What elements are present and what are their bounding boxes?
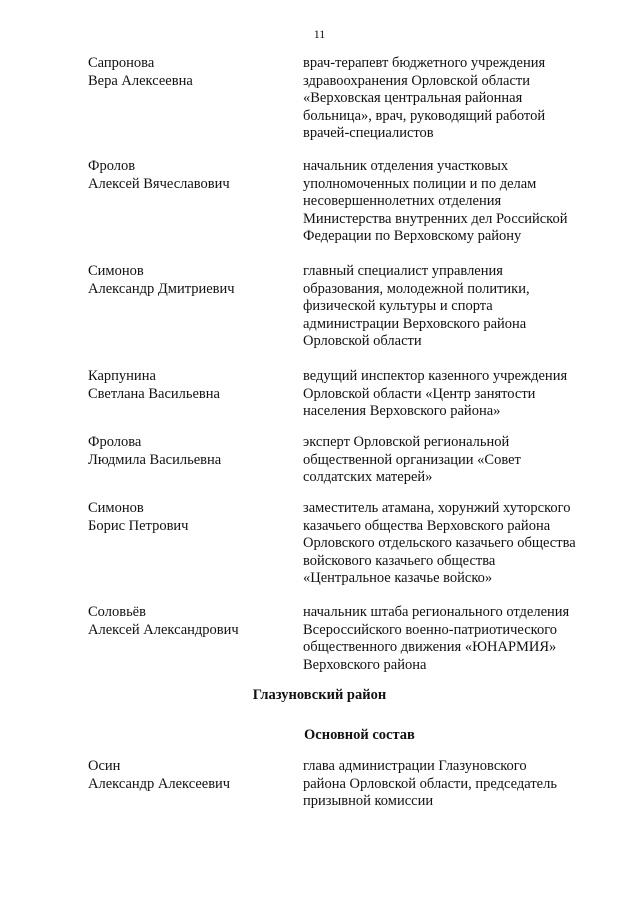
member-name xyxy=(88,758,288,793)
position-line: физической культуры и спорта xyxy=(303,298,493,314)
position-line: эксперт Орловской региональной xyxy=(303,434,510,450)
member-surname: Симонов xyxy=(88,263,144,279)
position-line: района Орловской области, председатель xyxy=(303,775,557,792)
member-given-names: Александр Алексеевич xyxy=(88,775,231,792)
member-name xyxy=(88,434,288,469)
position-line: «Центральное казачье войско» xyxy=(303,570,493,586)
position-line: образования, молодежной политики, xyxy=(303,280,530,297)
position-line: Министерства внутренних дел Российской xyxy=(303,210,568,227)
position-line: главный специалист управления xyxy=(303,263,503,279)
member-position xyxy=(303,158,603,246)
member-given-names: Вера Алексеевна xyxy=(88,72,193,89)
member-surname: Сапронова xyxy=(88,55,155,71)
member-position xyxy=(303,368,603,421)
member-given-names: Алексей Александрович xyxy=(88,621,239,638)
position-line: начальник штаба регионального отделения xyxy=(303,604,570,620)
position-line: Всероссийского военно-патриотического xyxy=(303,621,558,638)
member-position xyxy=(303,434,603,487)
member-name xyxy=(88,604,288,639)
member-position xyxy=(303,758,603,811)
member-position xyxy=(303,55,603,143)
position-line: врачей-специалистов xyxy=(303,125,434,141)
member-position xyxy=(303,500,603,588)
member-name xyxy=(88,368,288,403)
position-line: Орловской области xyxy=(303,333,422,349)
position-line: заместитель атамана, хорунжий хуторского xyxy=(303,500,571,516)
member-given-names: Людмила Васильевна xyxy=(88,451,222,468)
position-line: здравоохранения Орловской области xyxy=(303,72,530,89)
member-surname: Соловьёв xyxy=(88,604,146,620)
position-line: солдатских матерей» xyxy=(303,469,433,485)
position-line: уполномоченных полиции и по делам xyxy=(303,175,537,192)
position-line: начальник отделения участковых xyxy=(303,158,509,174)
position-line: «Верховская центральная районная xyxy=(303,90,523,106)
position-line: несовершеннолетних отделения xyxy=(303,193,502,209)
member-name xyxy=(88,55,288,90)
member-given-names: Алексей Вячеславович xyxy=(88,175,230,192)
member-given-names: Борис Петрович xyxy=(88,517,189,534)
position-line: войскового казачьего общества xyxy=(303,552,496,569)
position-line: Орловской области «Центр занятости xyxy=(303,385,536,402)
member-name xyxy=(88,158,288,193)
member-surname: Осин xyxy=(88,758,121,774)
position-line: Федерации по Верховскому району xyxy=(303,228,522,244)
member-surname: Фролов xyxy=(88,158,136,174)
position-line: общественной организации «Совет xyxy=(303,451,521,468)
member-name xyxy=(88,263,288,298)
member-given-names: Александр Дмитриевич xyxy=(88,280,235,297)
position-line: ведущий инспектор казенного учреждения xyxy=(303,368,568,384)
position-line: Верховского района xyxy=(303,656,427,673)
member-position xyxy=(303,263,603,351)
position-line: казачьего общества Верховского района xyxy=(303,517,551,534)
position-line: призывной комиссии xyxy=(303,793,434,809)
page-number: 11 xyxy=(313,27,326,41)
member-surname: Фролова xyxy=(88,434,142,450)
position-line: общественного движения «ЮНАРМИЯ» xyxy=(303,639,557,655)
position-line: Орловского отдельского казачьего общества xyxy=(303,535,576,551)
position-line: больница», врач, руководящий работой xyxy=(303,107,546,124)
position-line: врач-терапевт бюджетного учреждения xyxy=(303,55,546,71)
position-line: населения Верховского района» xyxy=(303,403,501,419)
district-heading: Глазуновский район xyxy=(252,687,387,703)
member-position xyxy=(303,604,603,674)
member-surname: Карпунина xyxy=(88,368,156,384)
position-line: администрации Верховского района xyxy=(303,315,527,332)
member-surname: Симонов xyxy=(88,500,144,516)
position-line: глава администрации Глазуновского xyxy=(303,758,527,774)
member-given-names: Светлана Васильевна xyxy=(88,385,220,402)
member-name xyxy=(88,500,288,535)
composition-heading: Основной состав xyxy=(304,727,415,743)
